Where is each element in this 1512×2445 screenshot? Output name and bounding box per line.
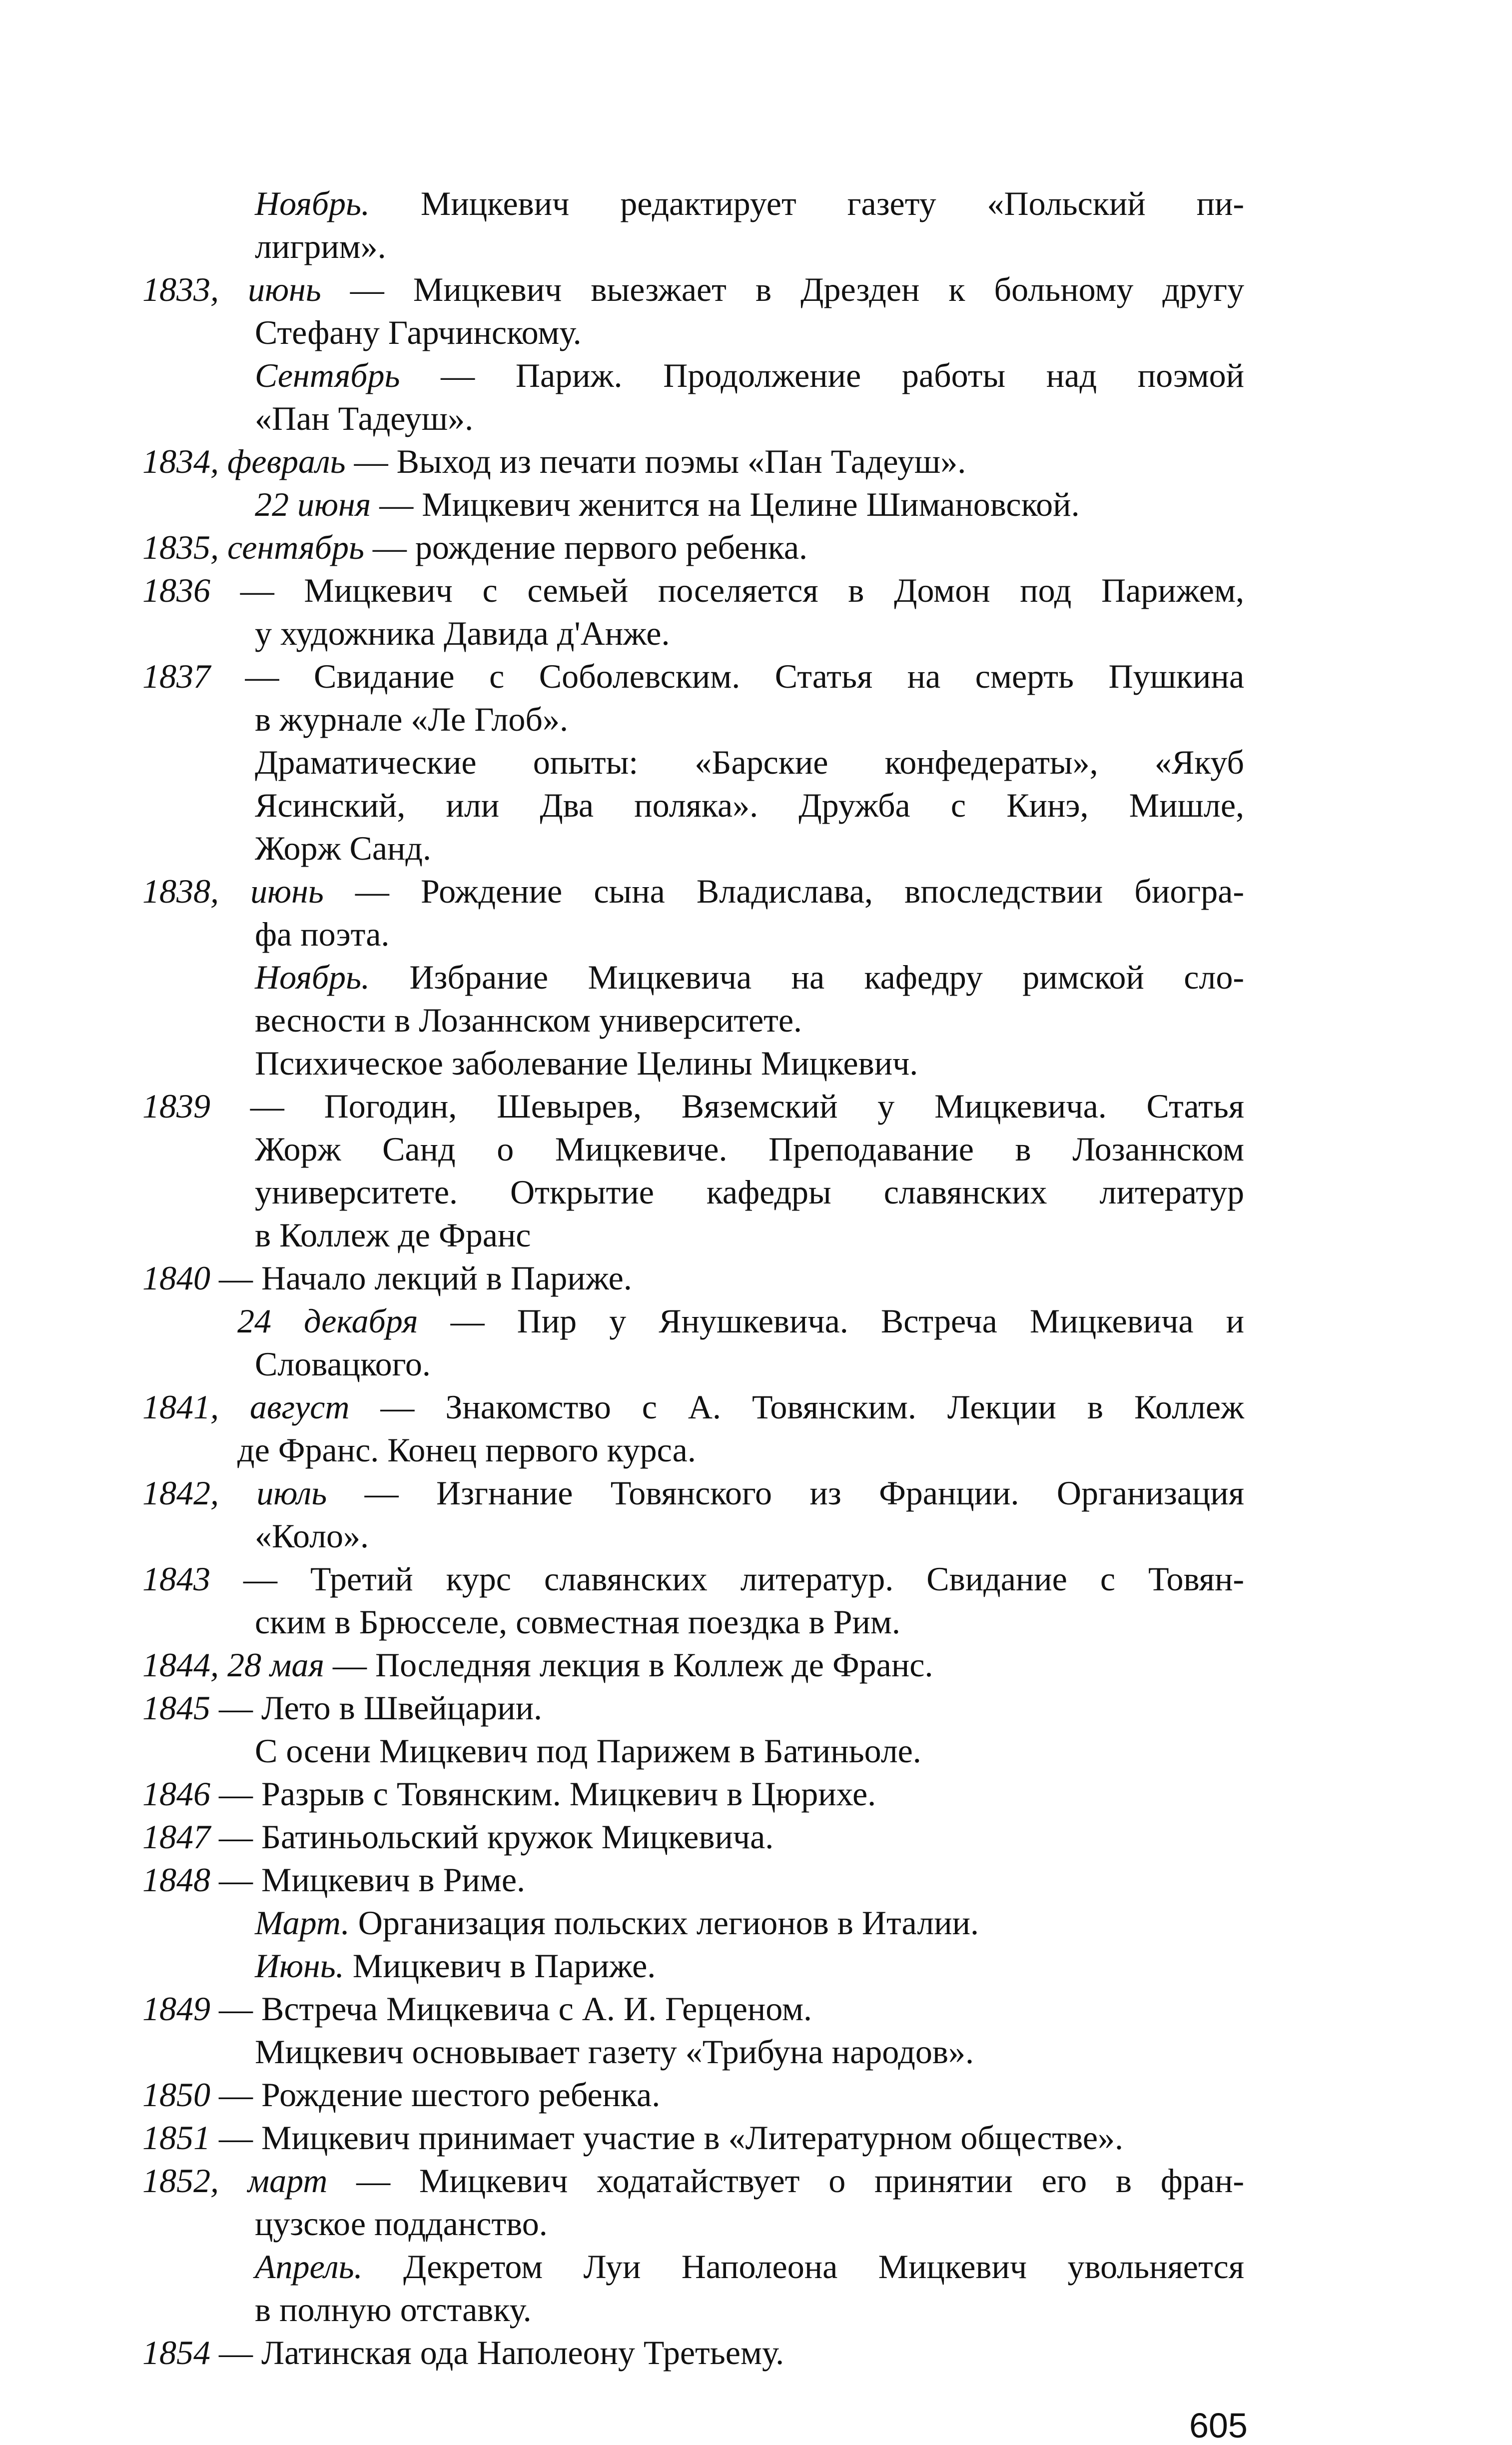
italic-date: 1840 — [142, 1259, 210, 1297]
text-line — [142, 572, 1244, 609]
text-line — [255, 2033, 974, 2070]
line-text: — Выход из печати поэмы «Пан Тадеуш». — [345, 442, 966, 480]
line-text: — Мицкевич женится на Целине Шимановской. — [371, 485, 1080, 523]
text-line — [255, 1517, 369, 1554]
line-text: в Коллеж де Франс — [255, 1216, 531, 1254]
text-line — [255, 1345, 431, 1382]
text-line — [142, 2119, 1123, 2156]
line-text: — Начало лекций в Париже. — [210, 1259, 632, 1297]
italic-date: Сентябрь — [255, 356, 400, 394]
text-line — [142, 1088, 1244, 1125]
line-text: — Изгнание Товянского из Франции. Организация — [327, 1474, 1244, 1512]
text-line — [142, 271, 1244, 308]
italic-date: 22 июня — [255, 485, 371, 523]
line-text: — Мицкевич с семьей поселяется в Домон под Парижем, — [210, 571, 1244, 609]
line-text: Мицкевич в Париже. — [344, 1947, 656, 1985]
text-line — [255, 744, 1244, 781]
italic-date: 1843 — [142, 1560, 210, 1598]
line-text: ским в Брюсселе, совместная поездка в Рим. — [255, 1603, 900, 1641]
text-line — [255, 787, 1244, 824]
text-line — [142, 1818, 773, 1855]
line-text: Избрание Мицкевича на кафедру римской сло- — [369, 958, 1244, 996]
text-line — [142, 1560, 1244, 1597]
line-text: де Франс. Конец первого курса. — [237, 1431, 696, 1469]
italic-date: 1851 — [142, 2119, 210, 2157]
text-line — [255, 1732, 921, 1769]
line-text: Организация польских легионов в Италии. — [349, 1904, 979, 1942]
italic-date: 1844, 28 мая — [142, 1646, 325, 1684]
text-line — [237, 1302, 1244, 1339]
line-text: — Пир у Янушкевича. Встреча Мицкевича и — [418, 1302, 1244, 1340]
line-text: в полную отставку. — [255, 2291, 532, 2329]
text-line — [142, 1259, 632, 1296]
text-line — [255, 2248, 1244, 2285]
line-text: — Мицкевич принимает участие в «Литературном обществе». — [210, 2119, 1124, 2157]
text-line — [142, 1861, 525, 1898]
line-text: — Мицкевич выезжает в Дрезден к больному другу — [321, 270, 1244, 308]
italic-date: Апрель. — [255, 2248, 363, 2286]
italic-date: Март. — [255, 1904, 350, 1942]
line-text: фа поэта. — [255, 915, 390, 953]
line-text: в журнале «Ле Глоб». — [255, 700, 568, 738]
italic-date: 1845 — [142, 1689, 210, 1727]
line-text: — Последняя лекция в Коллеж де Франс. — [324, 1646, 933, 1684]
line-text: — Париж. Продолжение работы над поэмой — [400, 356, 1244, 394]
line-text: — Рождение шестого ребенка. — [210, 2076, 661, 2114]
text-line — [255, 314, 582, 351]
text-line — [255, 1603, 900, 1640]
text-line — [142, 1990, 812, 2027]
text-line — [142, 1775, 876, 1812]
text-line — [142, 2162, 1244, 2199]
italic-date: 1842, июль — [142, 1474, 327, 1512]
text-line — [142, 1689, 542, 1726]
text-line — [255, 1947, 656, 1984]
italic-date: Ноябрь. — [255, 184, 370, 222]
text-line — [255, 615, 670, 652]
text-line — [255, 357, 1244, 394]
text-line — [255, 486, 1080, 523]
text-line — [255, 1174, 1244, 1211]
line-text: — Мицкевич в Риме. — [210, 1861, 525, 1899]
italic-date: 1847 — [142, 1818, 210, 1856]
text-line — [255, 1217, 531, 1253]
line-text: Психическое заболевание Целины Мицкевич. — [255, 1044, 918, 1082]
italic-date: 24 декабря — [237, 1302, 418, 1340]
italic-date: 1846 — [142, 1775, 210, 1813]
text-line — [255, 1045, 918, 1082]
text-line — [142, 2334, 784, 2371]
line-text: «Коло». — [255, 1517, 369, 1555]
italic-date: 1854 — [142, 2334, 210, 2372]
italic-date: 1836 — [142, 571, 210, 609]
line-text: Словацкого. — [255, 1345, 431, 1383]
italic-date: Июнь. — [255, 1947, 344, 1985]
italic-date: 1834, февраль — [142, 442, 346, 480]
text-line — [255, 2291, 532, 2328]
text-line — [255, 916, 389, 953]
line-text: С осени Мицкевич под Парижем в Батиньоле. — [255, 1732, 921, 1770]
text-line — [255, 701, 568, 738]
text-line — [142, 873, 1244, 910]
text-line — [142, 658, 1244, 695]
italic-date: 1852, март — [142, 2162, 328, 2200]
text-line — [237, 1431, 696, 1468]
line-text: — Лето в Швейцарии. — [210, 1689, 542, 1727]
line-text: — Латинская ода Наполеону Третьему. — [210, 2334, 784, 2372]
italic-date: 1848 — [142, 1861, 210, 1899]
line-text: Мицкевич редактирует газету «Польский пи- — [369, 184, 1244, 222]
text-line — [142, 529, 807, 566]
text-line — [142, 2076, 660, 2113]
italic-date: 1838, июнь — [142, 872, 324, 910]
line-text: Декретом Луи Наполеона Мицкевич увольняется — [362, 2248, 1244, 2286]
line-text: Драматические опыты: «Барские конфедераты», «Якуб — [255, 743, 1244, 781]
italic-date: 1841, август — [142, 1388, 350, 1426]
text-line — [255, 959, 1244, 996]
line-text: — Разрыв с Товянским. Мицкевич в Цюрихе. — [210, 1775, 876, 1813]
line-text: у художника Давида д'Анже. — [255, 614, 670, 652]
italic-date: 1850 — [142, 2076, 210, 2114]
line-text: цузское подданство. — [255, 2205, 548, 2243]
text-line — [255, 1002, 802, 1039]
text-line — [142, 1646, 933, 1683]
line-text: Ясинский, или Два поляка». Дружба с Кинэ, Мишле, — [255, 786, 1244, 824]
line-text: — Свидание с Соболевским. Статья на смерть Пушкина — [210, 657, 1244, 695]
text-line — [255, 400, 473, 437]
line-text: — Знакомство с А. Товянским. Лекции в Коллеж — [349, 1388, 1244, 1426]
text-line — [142, 443, 966, 480]
line-text: весности в Лозаннском университете. — [255, 1001, 802, 1039]
line-text: Стефану Гарчинскому. — [255, 313, 582, 351]
text-line — [255, 1131, 1244, 1168]
line-text: — Рождение сына Владислава, впоследствии биогра- — [323, 872, 1244, 910]
line-text: — Погодин, Шевырев, Вяземский у Мицкевича. Статья — [210, 1087, 1244, 1125]
italic-date: 1837 — [142, 657, 210, 695]
line-text: — Батиньольский кружок Мицкевича. — [210, 1818, 774, 1856]
line-text: — Встреча Мицкевича с А. И. Герценом. — [210, 1990, 812, 2028]
line-text: — Третий курс славянских литератур. Свидание с Товян- — [210, 1560, 1244, 1598]
line-text: Жорж Санд. — [255, 829, 431, 867]
line-text: лигрим». — [255, 227, 386, 265]
line-text: — рождение первого ребенка. — [364, 528, 807, 566]
italic-date: 1839 — [142, 1087, 210, 1125]
page-number: 605 — [1189, 2406, 1248, 2445]
italic-date: 1833, июнь — [142, 270, 321, 308]
text-line — [142, 1388, 1244, 1425]
line-text: «Пан Тадеуш». — [255, 399, 474, 437]
line-text: — Мицкевич ходатайствует о принятии его в фран- — [327, 2162, 1245, 2200]
line-text: Жорж Санд о Мицкевиче. Преподавание в Лозаннском — [255, 1130, 1244, 1168]
text-line — [255, 830, 431, 867]
text-line — [142, 1474, 1244, 1511]
text-line — [255, 2205, 548, 2242]
italic-date: 1849 — [142, 1990, 210, 2028]
text-line — [255, 185, 1244, 222]
line-text: университете. Открытие кафедры славянских литератур — [255, 1173, 1244, 1211]
italic-date: 1835, сентябрь — [142, 528, 364, 566]
line-text: Мицкевич основывает газету «Трибуна народов». — [255, 2033, 974, 2071]
text-line — [255, 1904, 979, 1941]
italic-date: Ноябрь. — [255, 958, 370, 996]
text-line — [255, 228, 386, 265]
